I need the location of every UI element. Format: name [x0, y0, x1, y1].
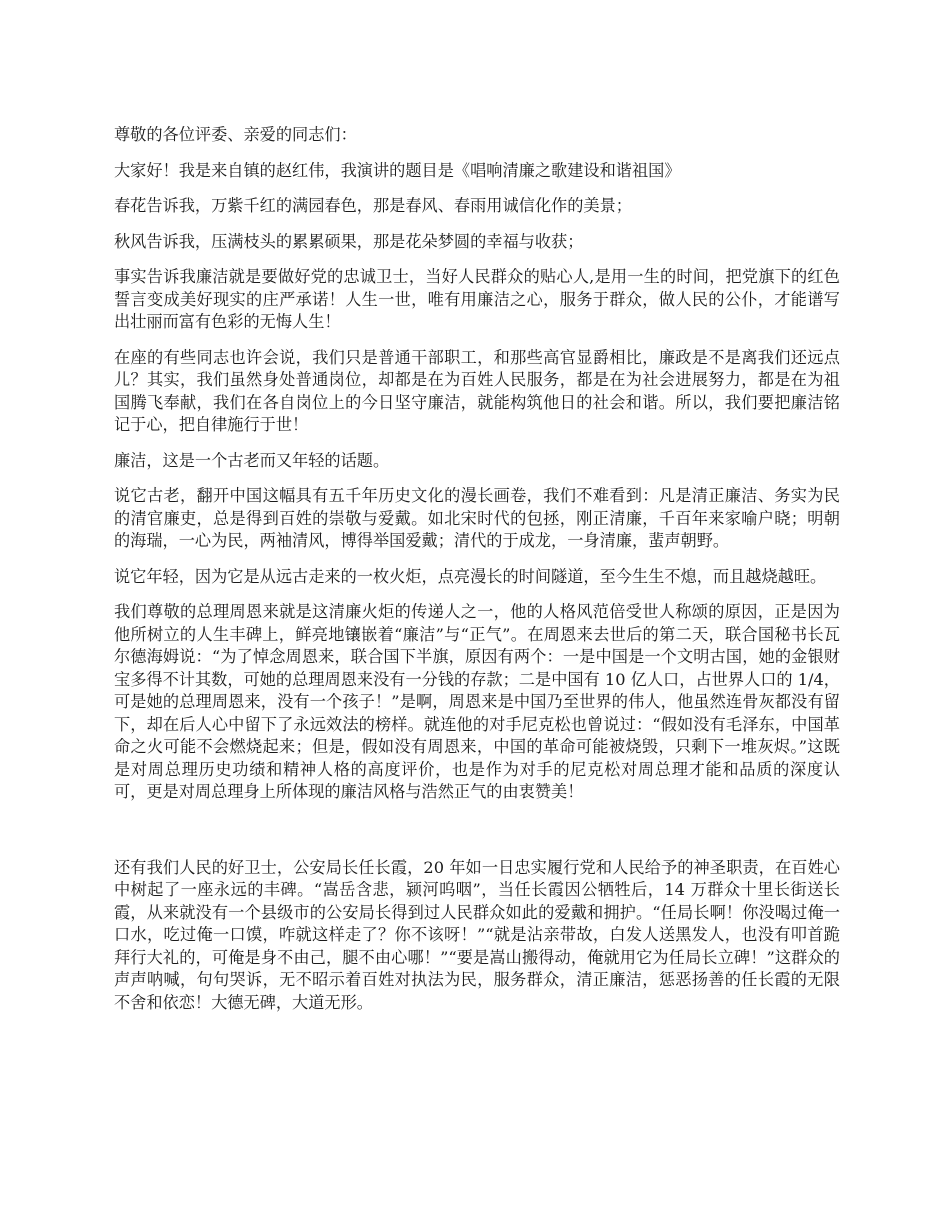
paragraph-spring: 春花告诉我，万紫千红的满园春色，那是春风、春雨用诚信化作的美景； — [114, 196, 632, 215]
paragraph-greeting: 大家好！我是来自镇的赵红伟，我演讲的题目是《唱响清廉之歌建设和谐祖国》 — [114, 160, 681, 180]
paragraph-ren-changxia: 还有我们人民的好卫士，公安局长任长霞，20 年如一日忠实履行党和人民给予的神圣职责，在百姓心中树起了一座永远的丰碑。“嵩岳含悲，颍河呜咽”，当任长霞因公牺牲后，14 万群众十里长街送长霞，从来就没有一个县级市的公安局长得到过人民群众如此的爱戴和拥护。“任局长啊！你没喝过俺一口水，吃过俺一口馍，咋就这样走了？你不该呀！”“就是沾亲带故，白发人送黑发人，也没有叩首跪拜行大礼的，可俺是身不由己，腿不由心哪！”“要是嵩山搬得动，俺就用它为任局长立碑！”这群众的声声呐喊，句句哭诉，无不昭示着百姓对执法为民，服务群众，清正廉洁，惩恶扬善的任长霞的无限不舍和依恋！大德无碑，大道无形。 — [114, 857, 840, 1012]
paragraph-ancient: 说它古老，翻开中国这幅具有五千年历史文化的漫长画卷，我们不难看到：凡是清正廉洁、务实为民的清官廉吏，总是得到百姓的崇敬与爱戴。如北宋时代的包拯，刚正清廉，千百年来家喻户晓；明朝的海瑞，一心为民，两袖清风，博得举国爱戴；清代的于成龙，一身清廉，蜚声朝野。 — [114, 486, 840, 550]
paragraph-topic: 廉洁，这是一个古老而又年轻的话题。 — [114, 450, 390, 470]
paragraph-zhou-enlai: 我们尊敬的总理周恩来就是这清廉火炬的传递人之一，他的人格风范倍受世人称颂的原因，正是因为他所树立的人生丰碑上，鲜亮地镶嵌着“廉洁”与“正气”。在周恩来去世后的第二天，联合国秘书长瓦尔德海姆说：“为了悼念周恩来，联合国下半旗，原因有两个：一是中国是一个文明古国，她的金银财宝多得不计其数，可她的总理周恩来没有一分钱的存款；二是中国有 10 亿人口，占世界人口的 1/4，可是她的总理周恩来，没有一个孩子！”是啊，周恩来是中国乃至世界的伟人，他虽然连骨灰都没有留下，却在后人心中留下了永远效法的榜样。就连他的对手尼克松也曾说过：“假如没有毛泽东，中国革命之火可能不会燃烧起来；但是，假如没有周恩来，中国的革命可能被烧毁，只剩下一堆灰烬。”这既是对周总理历史功绩和精神人格的高度评价，也是作为对手的尼克松对周总理才能和品质的深度认可，更是对周总理身上所体现的廉洁风格与浩然正气的由衷赞美！ — [114, 602, 840, 801]
paragraph-facts: 事实告诉我廉洁就是要做好党的忠诚卫士，当好人民群众的贴心人,是用一生的时间，把党旗下的红色誓言变成美好现实的庄严承诺！人生一世，唯有用廉洁之心，服务于群众，做人民的公仆，才能谱写出壮丽而富有色彩的无悔人生！ — [114, 267, 840, 331]
paragraph-autumn: 秋风告诉我，压满枝头的累累硕果，那是花朵梦圆的幸福与收获； — [114, 231, 584, 251]
paragraph-gap — [114, 817, 840, 857]
paragraph-comrades: 在座的有些同志也许会说，我们只是普通干部职工，和那些高官显爵相比，廉政是不是离我们还远点儿？其实，我们虽然身处普通岗位，却都是在为百姓人民服务，都是在为社会进展努力，都是在为祖国腾飞奉献，我们在各自岗位上的今日坚守廉洁，就能构筑他日的社会和谐。所以，我们要把廉洁铭记于心，把自律施行于世！ — [114, 347, 840, 434]
salutation: 尊敬的各位评委、亲爱的同志们： — [114, 125, 357, 144]
document-body — [114, 124, 840, 1027]
paragraph-young: 说它年轻，因为它是从远古走来的一枚火炬，点亮漫长的时间隧道，至今生生不熄，而且越烧越旺。 — [114, 566, 827, 586]
